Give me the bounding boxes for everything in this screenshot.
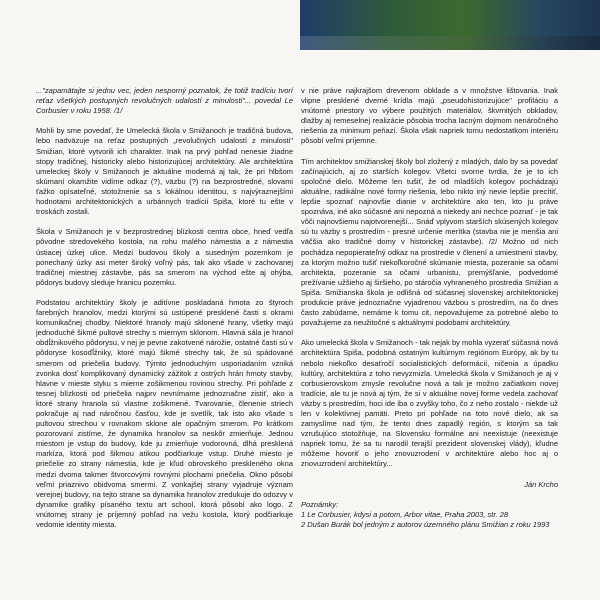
paragraph: Škola v Smižanoch je v bezprostrednej blízkosti centra obce, hneď vedľa pôvodne stredovekého kostola, na rohu malého námestia a z námestia ústiacej úzkej ulice. Medzi budovou školy a susedným pozemkom je ponechaný úzky asi meter široký voľný pás, tak ako všade v zachovanej tradičnej miestnej zástavbe, pás sa smerom na východ ešte aj ohýba, pôdorys budovy sleduje hranicu pozemku. <box>36 227 293 287</box>
footnote: 2 Dušan Burák bol jedným z autorov územného plánu Smižian z roku 1993 <box>301 520 550 530</box>
header-photo <box>300 0 600 50</box>
left-column <box>36 86 293 540</box>
right-column <box>301 86 558 530</box>
paragraph: v nie práve najkrajšom drevenom obklade a v množstve lištovania. Inak vlipne presklené dverné krídla majú „pseudohistorizujúce" profiláciu a vnútorné priestory vo výbere použitých materiálov, škvrnitých obkladov, dlažby aj remeselnej realizácie pôsobia trocha lacným dojmom nenáročného riešenia za minimum peňazí. Škola však napriek tomu nedostatkom interiéru pôsobí veľmi príjemne. <box>301 86 558 146</box>
author-signature: Ján Krcho <box>524 479 558 489</box>
paragraph: Ako umelecká škola v Smižanoch - tak nejak by mohla vyzerať súčasná nová architektúra Spiša, podobná ostatným kultúrnym regiónom Európy, ak by tu nebolo niekoľko desaťročí socialistických deformácií, ničenia a úpadku kultúry, architektúra z toho nevyzmizla. Umelecká škola v Smižanoch je aj v corbusierovskom zmysle revolučne nová a tak je možno začiatkom novej tradície, ale tu je nová aj tým, že si v aktuálne novej forme vedela zachovať väzby s prostredím, hoci ide iba o zvyšky toho, čo z neho zostalo - niekde už len v kolektívnej pamäti. Preto pri pohľade na toto nové dielo, ak sa zamyslíme nad tým, že tento dnes zapadlý región, s ktorým sa tak vzrušujúco stotožňuje, na Slovensku formálne ani neexistuje (neexistuje napriek tomu, že sa tu narodil terajší prezident slovenskej vlády), kľudne môžeme hovoriť o jeho znovuzrodení v architektúre alebo hoc aj o znovuzrodení architektúry... <box>301 338 558 469</box>
opening-quote: ..."zapamätajte si jednu vec, jeden nesporný poznatok, že totiž tradíciu tvorí reťaz všetkých postupných revolučných udalostí z minulosti"... povedal Le Corbusier v roku 1958. /1/ <box>36 86 293 116</box>
paragraph: Mohli by sme povedať, že Umelecká škola v Smižanoch je tradičná budova, lebo nadväzuje na reťaz postupných „revolučných udalostí z minulosti" Smižian, ktoré vytvorili ich charakter. Inak na prvý pohľad nenesie žiadne stopy tradičnej, historicky alebo historizujúcej architektúry. Ale architektúra umeleckej školy v Smižanoch je aktuálne moderná aj tak, že pri hlbšom skúmaní okamžite vidíme odkaz (?), väzbu (?) na bezprostredné, slovami ťažko opísateľné, stotožnenie sa s lokálnou identitou, s najvýraznejšími hodnotami architektonických a urbánnych tradícií Spiša, ktoré tu ešte v troskách zostali. <box>36 126 293 217</box>
notes-heading: Poznámky: <box>301 499 339 509</box>
paragraph: Podstatou architektúry školy je aditívne poskladaná hmota zo štyroch farebných hranolov, medzi ktorými sú ustúpené presklené časti s okrami komunikačnej chodby. Niektoré hranoly majú sklonené hrany, všetky majú jednoduché šikmé pultové strechy s miernym sklonom. Hlavná sála je hranol obdĺžnikového pôdorysu, v nej je pevne zakotvené nárožie, ostatné časti sú v pôdoryse kosoďĺžniky, ktoré majú šikmé strechy tak, že sú spádované smerom od priečelia budovy. Týmto jednoduchým usporiadaním vzniká zvonka dosť komplikovaný dynamický zážitok z ostrých hrán hmoty stavby, hlavne v mieste styku s mierne zošikmenou rovinou strechy. Pri pohľade z tesnej blízkosti od priečelia najprv nevnímame jednoznačne zistiť, ako a ktoré strany hranola sú vlastne zošikmené. Tvarovanie, členenie striech pokračuje aj nad náročnou časťou, kde je svetlík, tak isto ako všade s pultovou strechou v rovnakom sklone ale opačným smerom. Po krátkom pozorovaní zistíme, že dynamika hranolov sa neskôr zmierňuje. Jednou miestom je vstup do budovy, kde ju zmierňuje vodorovná, dlhá presklená markíza, ktorá pod šikmou atikou podčiarkuje vstup. Druhé miesto je priečelie zo strany námestia, kde je kľud obrovského preskleného okna medzi dvoma takmer štvorcovými rovnými plochami priečelia. Okno pôsobí veľmi priaznivo obidvoma smermi. Z vonkajšej strany vyjadruje význam verejnej budovy, na tejto strane sa dynamika hranolov zredukuje do odozvy v dynamike grafiky písaného textu art school, ktorá pôsobí ako logo. Z vnútornej strany je príjemný pohľad na vežu kostola, ktorý podčiarkuje vedomie identity miesta. <box>36 297 293 530</box>
paragraph: Tím architektov smižianskej školy bol zložený z mladých, dalo by sa povedať začínajúcich, aj zo starších kolegov. Všetci svorne tvrdia, že je to ich spoločné dielo. Môžeme len tušiť, že od mladších kolegov pochádzajú aktuálne, radikálne nové formy riešenia, lebo nikto iný nevie lepšie precítiť, lepšie spoznať najnovšie dianie v architektúre ako ten, kto ju práve spoznáva, iné ako súčasné ani nepozná a niekedy ani nechce poznať - je tak vôči najnovšiemu najotvorenejší... Snáď vplyvom starších skúsených kolegov sú tu väzby s prostredím - presné určenie merítka (stavba nie je menšia ani väčšia ako tradičné domy v historickej zástavbe). /2/ Možno od nich pochádza nepopierateľný odkaz na prostredie v členení a umiestnení stavby, za ktorým možno tušiť niekoľkoročné skúmanie miesta, pozeranie sa očami architekta, pozeranie sa očami urbanistu, premýšľanie, podvedomé prežívanie užšieho aj širšieho, po stáročia vyhraneného prostredia Smižian a Spiša. Smižianska škola je odlišná od súčasnej slovenskej architektonickej produkcie práve jednoznačne vyjadrenou väzbou s prostredím, na čo dnes často zabúdame, nemáme k tomu cit, nepovažujeme za potrebné alebo to považujeme za neužitočné s aktuálnymi podobami architektúry. <box>301 156 558 328</box>
footnote: 1 Le Corbusier, kdysi a potom, Arbor vitae, Praha 2003, str. 28 <box>301 509 509 519</box>
